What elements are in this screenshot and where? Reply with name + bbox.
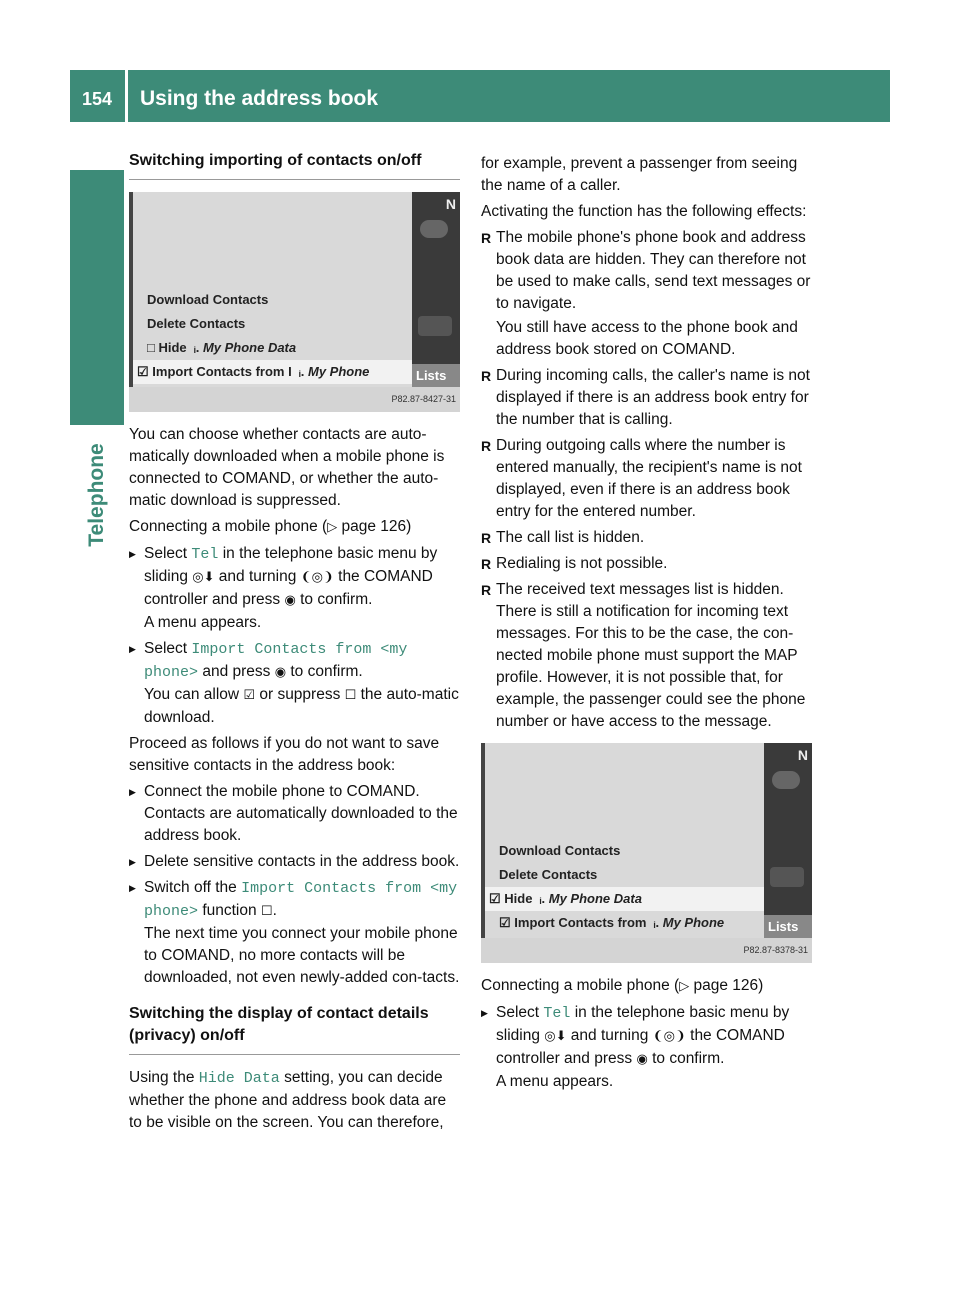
screen-menu: [133, 288, 412, 384]
side-tab-bar: [70, 170, 124, 425]
screenshot-import-menu: [129, 192, 460, 412]
menu-item-delete: Delete Contacts: [147, 316, 246, 331]
paragraph-sensitive: Proceed as follows if you do not want to save sensitive contacts in the address book:: [129, 735, 440, 774]
paragraph-connecting: Connecting a mobile phone (▷ page 126): [129, 518, 412, 535]
instruction-connect: ▶ Connect the mobile phone to COMAND. Contacts are automatically downloaded to the address book.: [129, 781, 460, 847]
screen-right-bar: [764, 743, 812, 938]
paragraph-hide-data: Using the Hide Data setting, you can decide whether the phone and address book data are to be visible on the screen. You can therefore,: [129, 1069, 447, 1131]
screen-right-icon: [418, 316, 452, 336]
left-column: [129, 150, 460, 1138]
instruction-select-import: ▶ Select Import Contacts from <my phone> and press ◉ to confirm. You can allow ☑ or suppress ☐ the auto-matic download.: [129, 638, 460, 729]
bullet-messages: R The received text messages list is hidden. There is still a notification for incoming text messages. For this to be the case, the con-nected mobile phone must support the MAP profile. However, it is not possible that, for example, the passenger could see the phone number or have access to the message.: [481, 579, 812, 733]
bullet-outgoing: R During outgoing calls where the number is entered manually, the recipient's name is not displayed, even if there is an address book entry for the entered number.: [481, 435, 812, 523]
header-separator: [125, 70, 128, 122]
heading-rule: [129, 179, 460, 180]
heading-rule: [129, 1054, 460, 1055]
page-title: Using the address book: [140, 87, 379, 110]
screen-right-top: N: [445, 196, 456, 212]
instruction-delete: ▶ Delete sensitive contacts in the address book.: [129, 851, 460, 873]
bullet-redial: R Redialing is not possible.: [481, 553, 812, 575]
bullet-hidden-data: R The mobile phone's phone book and address book data are hidden. They can therefore not be used to make calls, send text messages or to navigate. You still have access to the phone book and address book stored on COMAND.: [481, 227, 812, 361]
menu-item-import: ☑ Import Contacts from ᵢ. My Phone: [499, 915, 725, 930]
menu-item-delete: Delete Contacts: [499, 867, 598, 882]
menu-item-import: ☑ Import Contacts from I ᵢ. My Phone: [133, 360, 412, 384]
paragraph-intro: You can choose whether contacts are auto-matically downloaded when a mobile phone is connected to COMAND, or whether the auto-matic download is suppressed.: [129, 426, 445, 509]
menu-item-hide: □ Hide ᵢ. My Phone Data: [147, 340, 297, 355]
menu-item-download: Download Contacts: [147, 292, 269, 307]
image-code: P82.87-8427-31: [391, 394, 456, 404]
section-heading-import: Switching importing of contacts on/off: [129, 152, 422, 169]
bullet-incoming: R During incoming calls, the caller's name is not displayed if there is an address book entry for the number that is calling.: [481, 365, 812, 431]
paragraph-continued: for example, prevent a passenger from seeing the name of a caller.: [481, 155, 798, 194]
section-heading-privacy: Switching the display of contact details (privacy) on/off: [129, 1005, 429, 1044]
bullet-note: You still have access to the phone book and address book stored on COMAND.: [496, 319, 798, 358]
screen-right-button: [420, 220, 448, 238]
instruction-switch-off: ▶ Switch off the Import Contacts from <my phone> function ☐. The next time you connect your mobile phone to COMAND, no more contacts will be downloaded, not even newly-added con-tacts.: [129, 877, 460, 989]
instruction-select-tel: ▶ Select Tel in the telephone basic menu by sliding ◎⬇ and turning ❨◎❩ the COMAND controller and press ◉ to confirm. A menu appears.: [129, 543, 460, 634]
screen-right-top: N: [797, 747, 808, 763]
screen-right-button: [772, 771, 800, 789]
page-header: [70, 70, 890, 122]
paragraph-effects: Activating the function has the following effects:: [481, 203, 807, 220]
screen-lists-label: Lists: [412, 364, 460, 387]
bullet-call-list: R The call list is hidden.: [481, 527, 812, 549]
image-code: P82.87-8378-31: [743, 945, 808, 955]
page-number: 154: [81, 89, 113, 109]
right-column: [481, 153, 812, 1097]
screen-menu: [485, 839, 764, 935]
screen-right-bar: [412, 192, 460, 387]
screen-lists-label: Lists: [764, 915, 812, 938]
side-tab-label: Telephone: [85, 443, 108, 547]
screenshot-hide-menu: [481, 743, 812, 963]
paragraph-connecting: Connecting a mobile phone (▷ page 126): [481, 977, 764, 994]
menu-item-hide: ☑ Hide ᵢ. My Phone Data: [485, 887, 764, 911]
instruction-select-tel: ▶ Select Tel in the telephone basic menu by sliding ◎⬇ and turning ❨◎❩ the COMAND controller and press ◉ to confirm. A menu appears.: [481, 1002, 812, 1093]
menu-item-download: Download Contacts: [499, 843, 621, 858]
screen-right-icon: [770, 867, 804, 887]
